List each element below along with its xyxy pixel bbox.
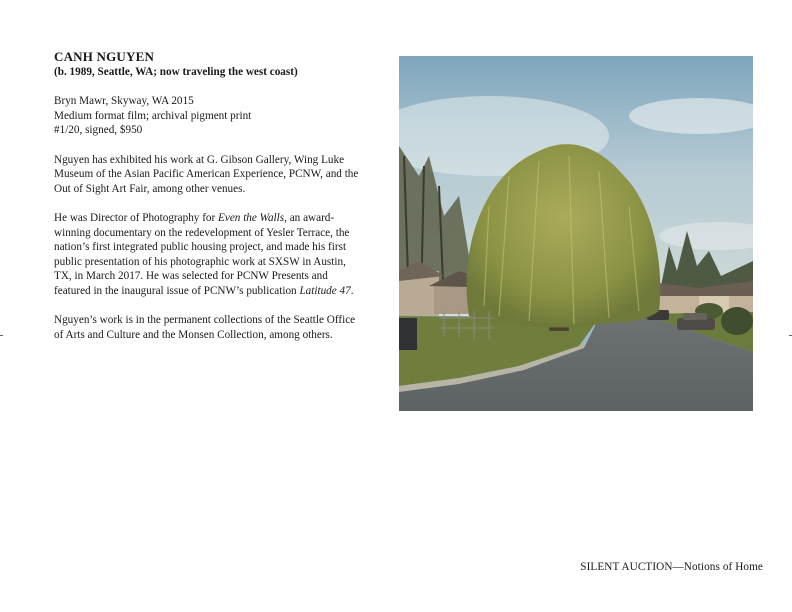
footer-event-title: SILENT AUCTION—Notions of Home bbox=[580, 561, 763, 573]
artwork-description bbox=[54, 49, 359, 342]
suburban-street-photo bbox=[399, 56, 753, 411]
career-text-1: He was Director of Photography for bbox=[54, 211, 219, 224]
exhibitions-paragraph: Nguyen has exhibited his work at G. Gibson Gallery, Wing Luke Museum of the Asian Pacific American Experience, PCNW, and the Out of Sight Art Fair, among other venues. bbox=[54, 153, 359, 195]
artwork-medium: Medium format film; archival pigment print bbox=[54, 109, 252, 122]
artwork-title: Bryn Mawr, Skyway, WA 2015 bbox=[54, 95, 194, 108]
career-paragraph bbox=[54, 211, 359, 299]
artwork-photo bbox=[399, 56, 753, 411]
collections-paragraph: Nguyen’s work is in the permanent collections of the Seattle Office of Arts and Culture and the Monsen Collection, among others. bbox=[54, 314, 356, 341]
career-text-end: . bbox=[350, 284, 354, 297]
artist-name: CANH NGUYEN bbox=[54, 49, 155, 64]
career-text-2: , an award-winning documentary on the redevelopment of Yesler Terrace, the nation’s first integrated public housing project, and made his first public presentation of his photographic work at SXSW in Austin, TX, in March 2017. He was selected for PCNW Presents and featured in the inaugural issue of PCNW’s publication bbox=[54, 211, 350, 297]
film-title: Even the Walls bbox=[218, 211, 285, 224]
artwork-edition-price: #1/20, signed, $950 bbox=[54, 124, 143, 137]
publication-title: Latitude 47 bbox=[299, 284, 351, 297]
crop-mark-left bbox=[0, 335, 3, 336]
artist-bio: (b. 1989, Seattle, WA; now traveling the west coast) bbox=[54, 66, 298, 78]
artwork-details bbox=[54, 94, 359, 138]
